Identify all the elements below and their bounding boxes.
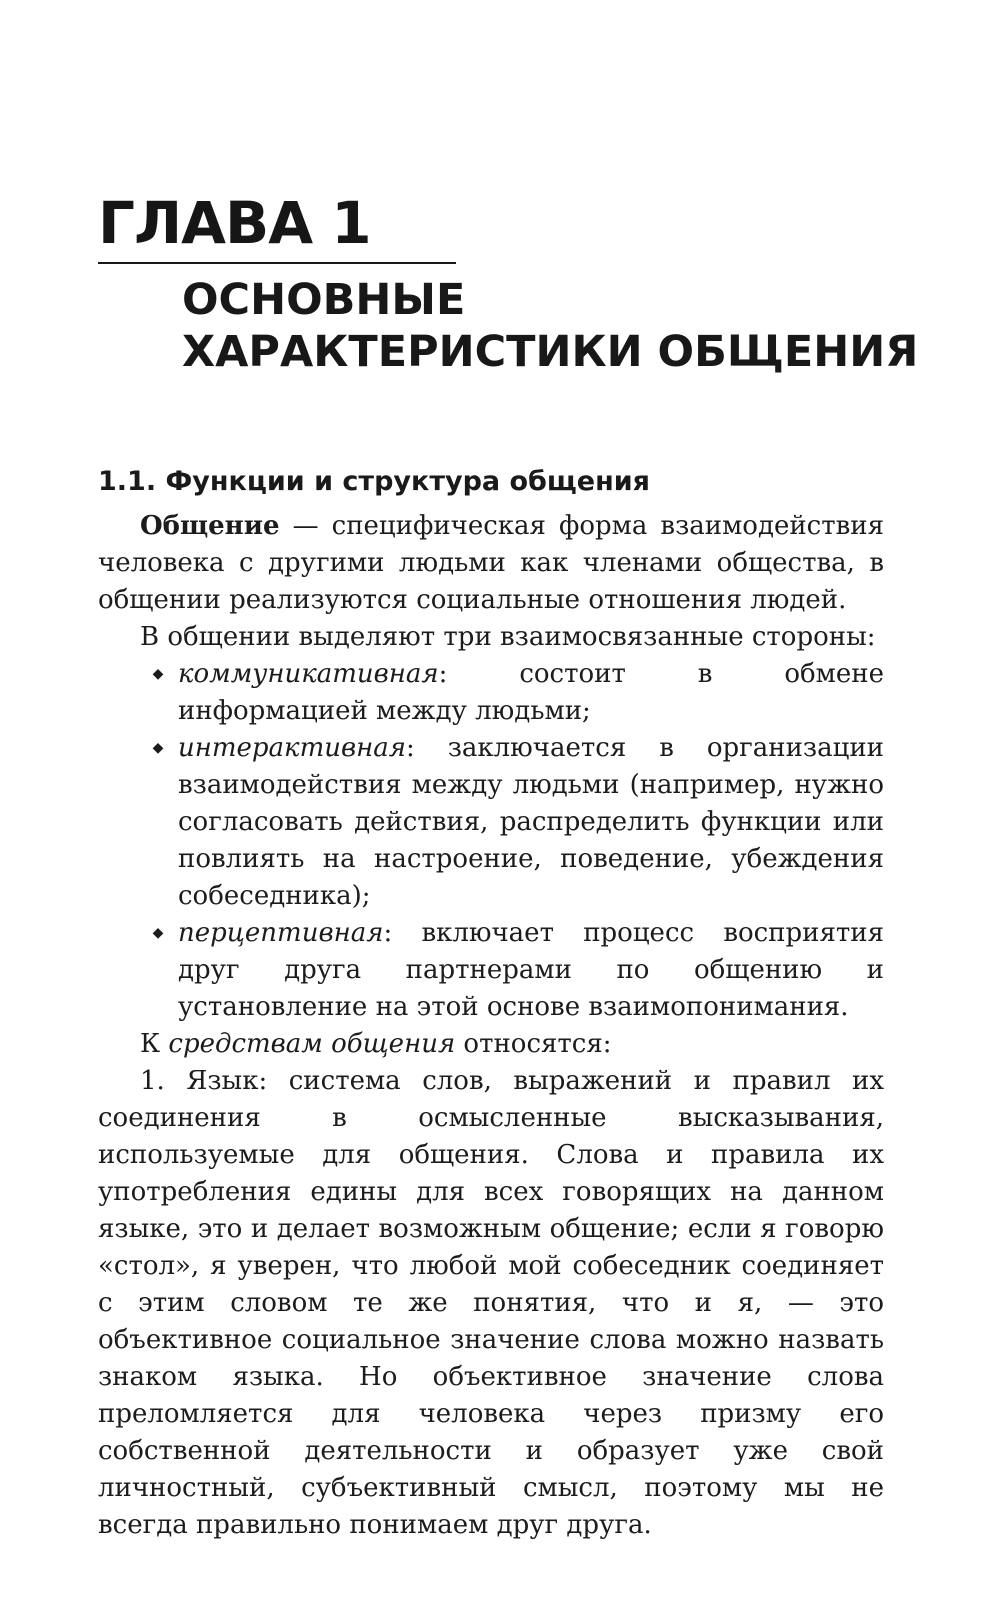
list-item-perceptive [98, 915, 884, 1026]
paragraph-language-text: 1. Язык: система слов, выражений и правил их соединения в осмысленные высказывания, используемые для общения. Слова и правила их употребления едины для всех говорящих на данном языке, это и делает возможным общение; если я говорю «стол», я уверен, что любой мой собеседник соединяет с этим словом те же понятия, что и я, — это объективное социальное значение слова можно назвать знаком языка. Но объективное значение слова преломляется для человека через призму его собственной деятельности и образует уже свой личностный, субъективный смысл, поэтому мы не всегда правильно понимаем друг друга. [98, 1066, 884, 1540]
diamond-bullet-icon: ◆ [152, 740, 164, 756]
list-item-term: интерактивная [178, 733, 406, 763]
section-heading: 1.1. Функции и структура общения [98, 466, 650, 497]
list-item-text: : включает процесс восприятия друг друга партнерами по общению и установление на этой основе взаимопонимания. [178, 918, 884, 1022]
chapter-title-line-2: ХАРАКТЕРИСТИКИ ОБЩЕНИЯ [182, 327, 919, 377]
diamond-bullet-icon: ◆ [152, 925, 164, 941]
list-item-term: коммуникативная [178, 659, 439, 689]
chapter-title-line-1: ОСНОВНЫЕ [182, 275, 466, 325]
paragraph-sides-intro [98, 619, 884, 656]
paragraph-definition [98, 508, 884, 619]
paragraph-definition-text: — специфическая форма взаимодействия человека с другими людьми как членами общества, в общении реализуются социальные отношения людей. [98, 511, 884, 615]
list-item-interactive [98, 730, 884, 915]
paragraph-means-lead: К [140, 1029, 169, 1059]
paragraph-means-text: относятся: [455, 1029, 612, 1059]
term-means-of-communication: средствам общения [168, 1029, 456, 1059]
chapter-title [182, 274, 918, 378]
paragraph-sides-intro-text: В общении выделяют три взаимосвязанные стороны: [140, 622, 876, 652]
paragraph-means-intro [98, 1026, 884, 1063]
chapter-label: ГЛАВА 1 [98, 189, 371, 257]
list-item-text: : состоит в обмене информацией между людьми; [178, 659, 884, 726]
list-item-term: перцептивная [178, 918, 384, 948]
diamond-bullet-icon: ◆ [152, 666, 164, 682]
chapter-rule [98, 262, 456, 264]
paragraph-language [98, 1063, 884, 1544]
body-text [98, 508, 884, 1544]
list-item-text: : заключается в организации взаимодействия между людьми (например, нужно согласовать действия, распределить функции или повлиять на настроение, поведение, убеждения собеседника); [178, 733, 884, 911]
term-obshchenie: Общение [140, 511, 280, 541]
list-item-communicative [98, 656, 884, 730]
sides-list [98, 656, 884, 1026]
